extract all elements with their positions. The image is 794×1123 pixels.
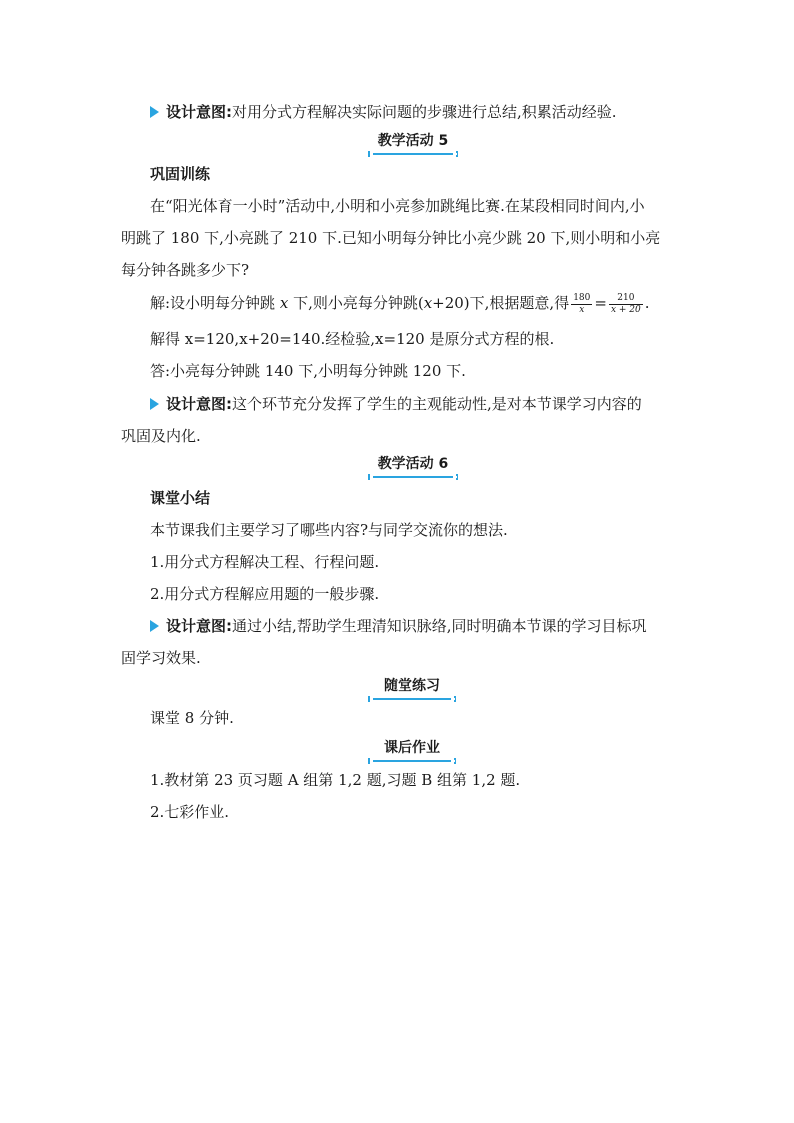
- design-intent-1: [150, 100, 617, 124]
- homework-item-1: 1.教材第 23 页习题 A 组第 1,2 题,习题 B 组第 1,2 题.: [150, 771, 521, 789]
- practice-heading-text: 随堂练习: [384, 678, 440, 694]
- design-intent-text: 对用分式方程解决实际问题的步骤进行总结,积累活动经验.: [232, 103, 617, 121]
- solution-result: 解得 x=120,x+20=140.经检验,x=120 是原分式方程的根.: [150, 330, 555, 348]
- activity-6-heading-text: 教学活动 6: [377, 456, 449, 472]
- summary-question: 本节课我们主要学习了哪些内容?与同学交流你的想法.: [150, 521, 508, 539]
- practice-heading: [369, 676, 455, 700]
- answer-line: 答:小亮每分钟跳 140 下,小明每分钟跳 120 下.: [150, 362, 466, 380]
- design-intent-label: 设计意图:: [166, 103, 232, 121]
- activity-5-heading: [369, 131, 457, 155]
- triangle-bullet-icon: [150, 398, 159, 410]
- summary-point-2: 2.用分式方程解应用题的一般步骤.: [150, 585, 380, 603]
- homework-item-2: 2.七彩作业.: [150, 803, 230, 821]
- solution-setup: 解:设小明每分钟跳 x 下,则小亮每分钟跳(x+20)下,根据题意,得 $\frac{180}{x}$ = $\frac{210}{x + 20}$ .: [150, 292, 650, 315]
- fraction-180-over-x: $\frac{180}{x}$: [573, 292, 591, 315]
- section-title-summary: 课堂小结: [150, 489, 211, 507]
- homework-heading: [369, 738, 455, 762]
- activity-5-heading-text: 教学活动 5: [377, 133, 449, 149]
- design-intent-3-continued: 固学习效果.: [121, 649, 201, 667]
- problem-line-3: 每分钟各跳多少下?: [121, 261, 250, 279]
- design-intent-3: 设计意图:通过小结,帮助学生理清知识脉络,同时明确本节课的学习目标巩: [150, 614, 647, 638]
- triangle-bullet-icon: [150, 106, 159, 118]
- section-title-consolidation: 巩固训练: [150, 165, 211, 183]
- problem-line-2: 明跳了 180 下,小亮跳了 210 下.已知小明每分钟比小亮少跳 20 下,则小明和小亮: [121, 229, 661, 247]
- summary-point-1: 1.用分式方程解决工程、行程问题.: [150, 553, 380, 571]
- homework-heading-text: 课后作业: [384, 740, 440, 756]
- activity-6-heading: [369, 454, 457, 478]
- design-intent-2-continued: 巩固及内化.: [121, 427, 201, 445]
- design-intent-2: 设计意图:这个环节充分发挥了学生的主观能动性,是对本节课学习内容的: [150, 392, 642, 416]
- fraction-210-over-x-plus-20: $\frac{210}{x + 20}$: [610, 292, 641, 315]
- triangle-bullet-icon: [150, 620, 159, 632]
- problem-line-1: 在“阳光体育一小时”活动中,小明和小亮参加跳绳比赛.在某段相同时间内,小: [150, 197, 645, 215]
- practice-text: 课堂 8 分钟.: [150, 709, 234, 727]
